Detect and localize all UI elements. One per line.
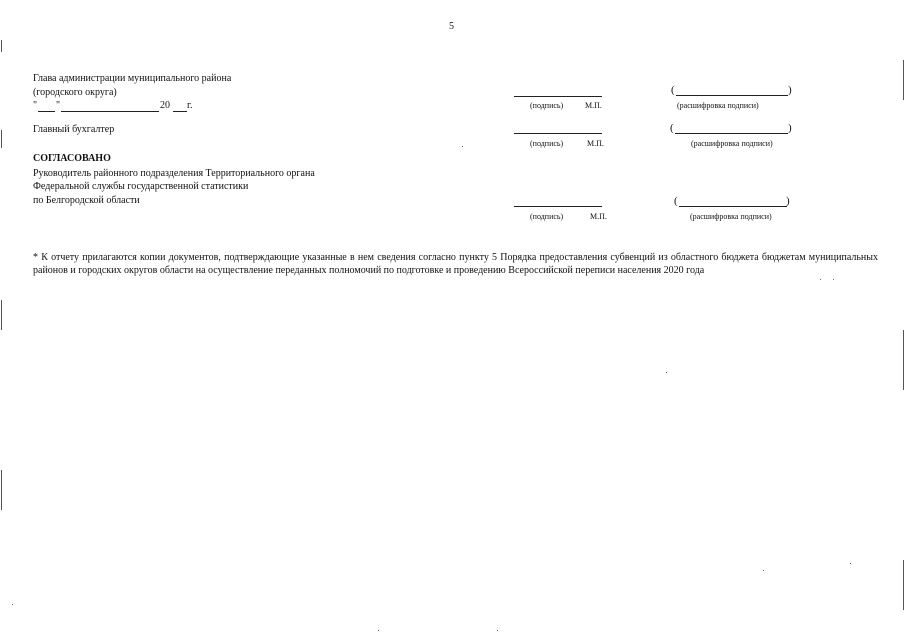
date-year-prefix: 20: [160, 100, 170, 111]
accountant-decoding-paren-close: ): [788, 122, 792, 134]
date-month-blank: [61, 111, 159, 112]
accountant-signature-caption: (подпись): [530, 139, 564, 148]
accountant-title: Главный бухгалтер: [33, 124, 115, 135]
date-year-blank: [173, 111, 187, 112]
scan-dot: [497, 630, 498, 631]
accountant-decoding-paren-open: (: [670, 122, 674, 134]
agreed-decoding-caption: (расшифровка подписи): [690, 212, 772, 221]
scan-edge-mark: [903, 60, 904, 100]
agreed-line3: по Белгородской области: [33, 195, 140, 206]
date-year-suffix: г.: [187, 100, 193, 111]
page-number: 5: [449, 21, 454, 32]
scan-dot: [462, 146, 463, 147]
agreed-line2: Федеральной службы государственной статистики: [33, 181, 249, 192]
agreed-seal-caption: М.П.: [590, 212, 607, 221]
scan-dot: [378, 630, 379, 631]
scan-dot: [820, 279, 821, 280]
scan-dot: [763, 570, 764, 571]
head-decoding-caption: (расшифровка подписи): [677, 101, 759, 110]
head-title-line2: (городского округа): [33, 87, 117, 98]
scan-edge-mark: [903, 330, 904, 390]
scan-dot: [12, 604, 13, 605]
scan-edge-mark: [1, 470, 2, 510]
scan-dot: [850, 563, 851, 564]
date-quote-open: ": [33, 100, 38, 111]
head-decoding-paren-open: (: [671, 84, 675, 96]
accountant-seal-caption: М.П.: [587, 139, 604, 148]
scan-edge-mark: [903, 560, 904, 610]
agreed-decoding-paren-open: (: [674, 195, 678, 207]
agreed-decoding-line: [679, 206, 787, 207]
scan-dot: [833, 279, 834, 280]
agreed-signature-line: [514, 206, 602, 207]
accountant-signature-line: [514, 133, 602, 134]
scan-dot: [666, 372, 667, 373]
agreed-signature-caption: (подпись): [530, 212, 564, 221]
head-decoding-paren-close: ): [788, 84, 792, 96]
scan-edge-mark: [1, 300, 2, 330]
agreed-line1: Руководитель районного подразделения Территориального органа: [33, 168, 315, 179]
agreed-heading: СОГЛАСОВАНО: [33, 153, 111, 164]
head-decoding-line: [676, 95, 788, 96]
scan-edge-mark: [1, 130, 2, 148]
head-signature-line: [514, 96, 602, 97]
accountant-decoding-line: [675, 133, 788, 134]
date-day-blank: [38, 111, 55, 112]
head-seal-caption: М.П.: [585, 101, 602, 110]
scan-edge-mark: [1, 40, 2, 52]
footnote: * К отчету прилагаются копии документов, подтверждающие указанные в нем сведения согласно пункту 5 Порядка предоставления субвенций из областного бюджета бюджетам муниципальных районов и городских округов области на осуществление переданных полномочий по подготовке и проведению Всероссийской переписи населения 2020 года: [33, 252, 878, 276]
head-signature-caption: (подпись): [530, 101, 564, 110]
date-quote-close: ": [56, 100, 61, 111]
accountant-decoding-caption: (расшифровка подписи): [691, 139, 773, 148]
agreed-decoding-paren-close: ): [786, 195, 790, 207]
head-title-line1: Глава администрации муниципального района: [33, 73, 232, 84]
